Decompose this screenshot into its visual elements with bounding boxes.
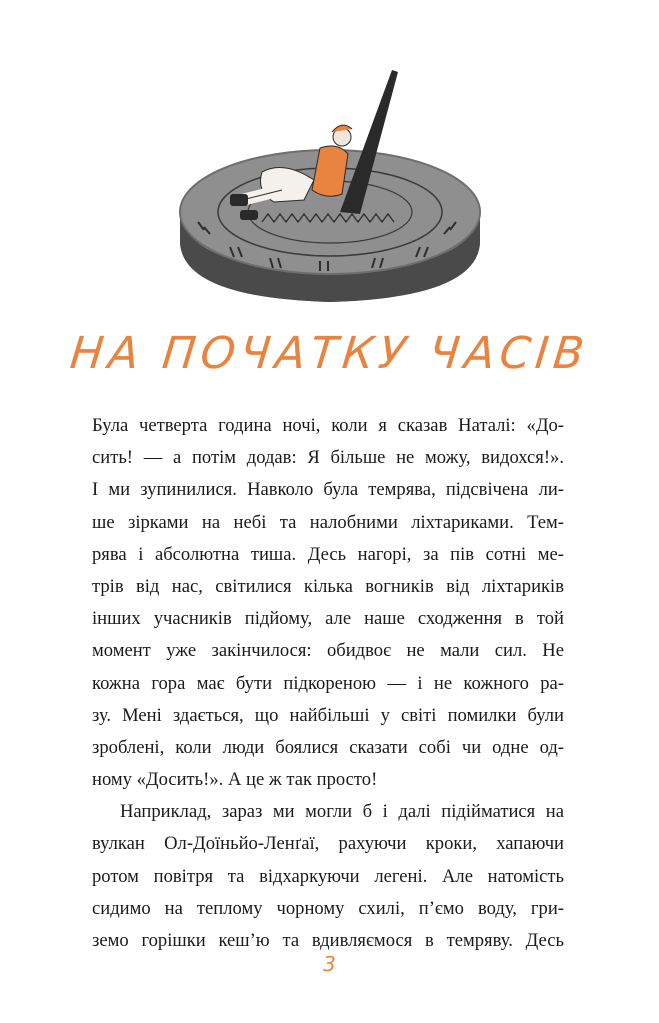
text-line: ротом повітря та відхаркуючи легені. Але натомість xyxy=(92,865,564,887)
text-line: зу. Мені здається, що найбільші у світі помилки були xyxy=(92,704,564,726)
text-line: інших учасників підйому, але наше сходження в той xyxy=(92,608,564,630)
text-line: рява і абсолютна тиша. Десь нагорі, за пів сотні ме- xyxy=(92,543,564,565)
text-line: момент уже закінчилося: обидвоє не мали сил. Не xyxy=(92,640,564,662)
text-line: Була четверта година ночі, коли я сказав Наталі: «До- xyxy=(92,415,564,436)
text-line: сить! — а потім додав: Я більше не можу, видохся!». xyxy=(92,447,564,469)
text-line: Наприклад, зараз ми могли б і далі підійматися на xyxy=(120,801,564,823)
text-line: вулкан Ол-Доїньйо-Ленґаї, рахуючи кроки, хапаючи xyxy=(92,833,564,855)
text-line: І ми зупинилися. Навколо була темрява, підсвічена ли- xyxy=(92,479,564,501)
text-line: зроблені, коли люди боялися сказати собі чи одне од- xyxy=(92,736,564,758)
chapter-title: НА ПОЧАТКУ ЧАСІВ xyxy=(67,328,592,379)
text-line: земо горішки кеш’ю та вдивляємося в темряву. Десь xyxy=(92,930,564,951)
page-number: 3 xyxy=(323,952,336,976)
text-line: кожна гора має бути підкореною — і не кожного ра- xyxy=(92,672,564,694)
text-line: ному «Досить!». А це ж так просто! xyxy=(92,769,378,791)
text-line: ше зірками на небі та налобними ліхтариками. Тем- xyxy=(92,511,564,533)
body-text xyxy=(92,410,564,957)
text-line: сидимо на теплому чорному схилі, п’ємо воду, гри- xyxy=(92,897,564,919)
sundial-illustration xyxy=(170,62,490,302)
text-line: трів від нас, світилися кілька вогників від ліхтариків xyxy=(92,575,564,597)
